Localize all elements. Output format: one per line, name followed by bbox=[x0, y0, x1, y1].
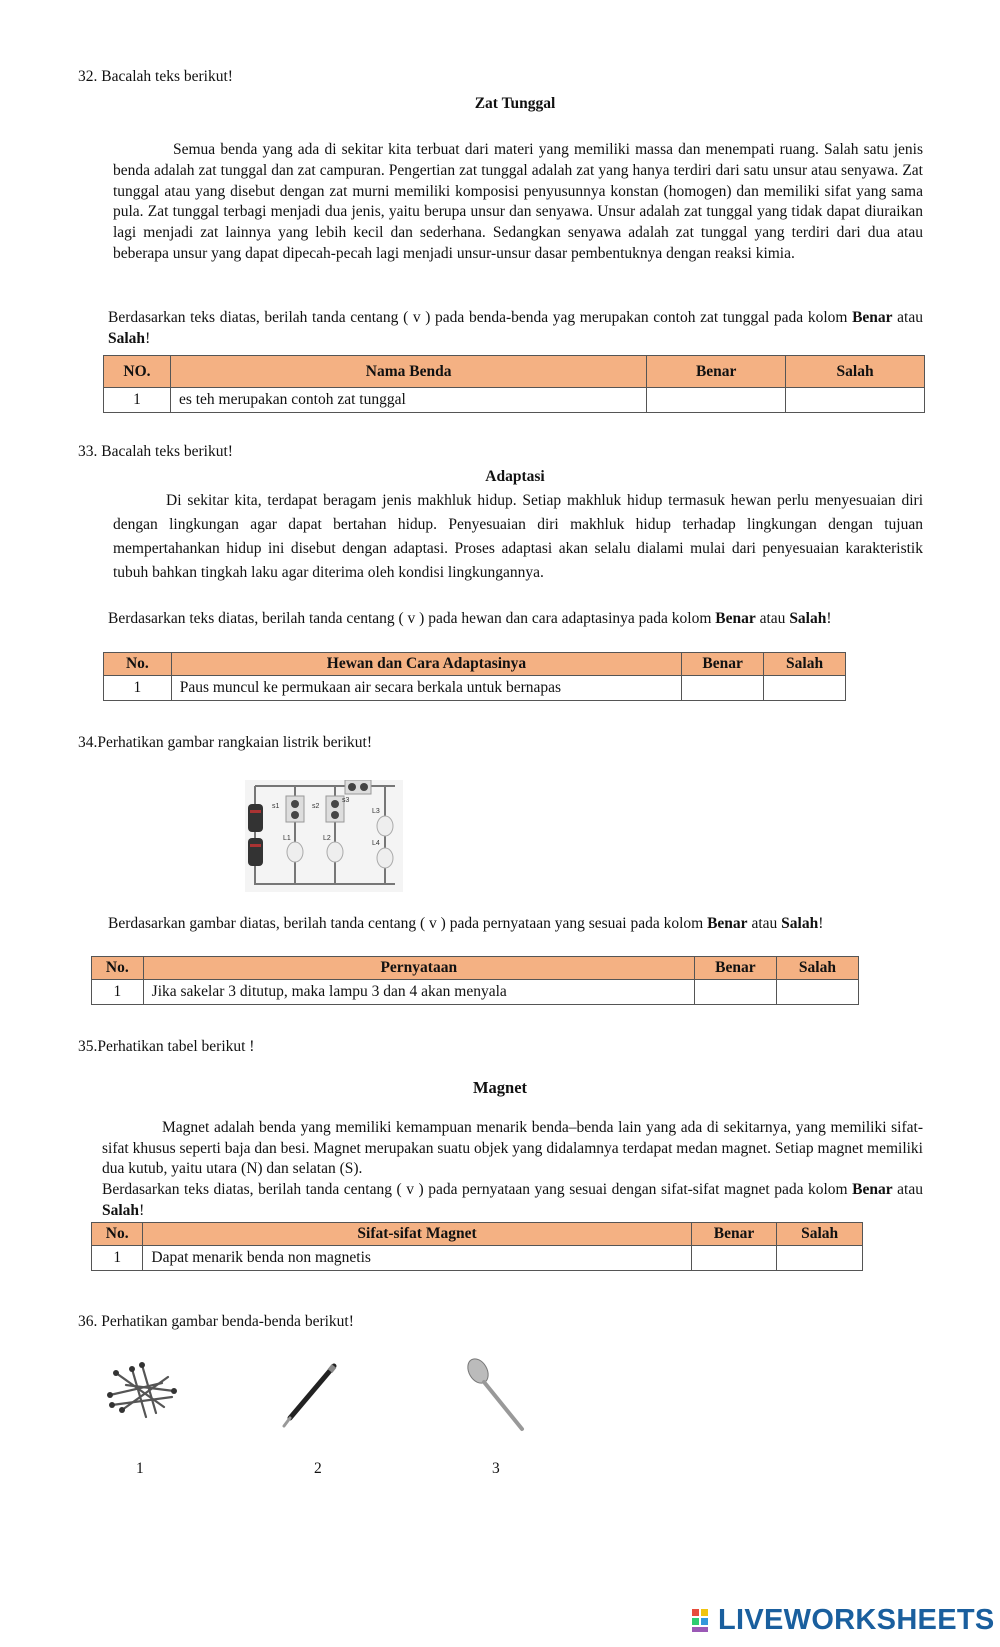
label-l3: L3 bbox=[372, 808, 380, 815]
table-header-row bbox=[92, 1223, 863, 1246]
col-item-header: Nama Benda bbox=[170, 356, 646, 388]
col-benar-header: Benar bbox=[691, 1223, 777, 1246]
table-row bbox=[104, 676, 846, 701]
object-label-1: 1 bbox=[136, 1460, 144, 1477]
q34-heading: 34.Perhatikan gambar rangkaian listrik berikut! bbox=[78, 734, 372, 751]
col-item-header: Pernyataan bbox=[143, 957, 694, 980]
col-benar-header: Benar bbox=[694, 957, 776, 980]
q34-table bbox=[91, 956, 859, 1005]
row-number: 1 bbox=[92, 980, 144, 1005]
col-benar-header: Benar bbox=[682, 653, 764, 676]
table-row bbox=[92, 1246, 863, 1271]
q32-table bbox=[103, 355, 925, 413]
salah-checkbox[interactable] bbox=[776, 980, 858, 1005]
table-header-row bbox=[92, 957, 859, 980]
salah-checkbox[interactable] bbox=[764, 676, 846, 701]
row-statement: es teh merupakan contoh zat tunggal bbox=[170, 388, 646, 413]
col-no-header: No. bbox=[92, 1223, 143, 1246]
table-header-row bbox=[104, 653, 846, 676]
q34-instruction: Berdasarkan gambar diatas, berilah tanda centang ( v ) pada pernyataan yang sesuai pada kolom Benar atau Salah! bbox=[108, 915, 824, 932]
logo-text: LIVEWORKSHEETS bbox=[718, 1603, 995, 1636]
circuit-figure bbox=[245, 780, 403, 892]
q33-paragraph: Di sekitar kita, terdapat beragam jenis makhluk hidup. Setiap makhluk hidup termasuk hewan perlu menyesuaian diri dengan lingkungan agar dapat bertahan hidup. Penyesuaian diri makhluk hidup terhadap lingkungan dengan tujuan mempertahankan hidup ini disebut dengan adaptasi. Proses adaptasi akan selalu dialami mulai dari penyesuaian karakteristik tubuh bahkan tingkah laku agar diterima oleh kondisi lingkungannya. bbox=[113, 492, 923, 581]
q35-heading: 35.Perhatikan tabel berikut ! bbox=[78, 1038, 255, 1055]
object-label-2: 2 bbox=[314, 1460, 322, 1477]
q32-heading: 32. Bacalah teks berikut! bbox=[78, 68, 233, 85]
col-salah-header: Salah bbox=[776, 957, 858, 980]
label-s3: s3 bbox=[342, 797, 350, 804]
col-no-header: No. bbox=[104, 653, 172, 676]
row-statement: Dapat menarik benda non magnetis bbox=[143, 1246, 691, 1271]
circuit-drawing bbox=[245, 780, 403, 892]
label-l4: L4 bbox=[372, 840, 380, 847]
benar-checkbox[interactable] bbox=[647, 388, 786, 413]
col-salah-header: Salah bbox=[764, 653, 846, 676]
q35-paragraph: Magnet adalah benda yang memiliki kemampuan menarik benda–benda lain yang ada di sekitarnya, yang memiliki sifat-sifat khusus seperti baja dan besi. Magnet merupakan suatu objek yang didalamnya terdapat medan magnet. Setiap magnet memiliki dua kutub, yaitu utara (N) dan selatan (S). bbox=[102, 1119, 923, 1177]
benar-checkbox[interactable] bbox=[694, 980, 776, 1005]
col-salah-header: Salah bbox=[786, 356, 925, 388]
nails-image bbox=[102, 1355, 182, 1425]
logo-icon bbox=[692, 1607, 718, 1633]
col-no-header: NO. bbox=[104, 356, 171, 388]
q33-title: Adaptasi bbox=[485, 468, 545, 485]
label-s2: s2 bbox=[312, 803, 320, 810]
salah-checkbox[interactable] bbox=[777, 1246, 863, 1271]
q32-instruction: Berdasarkan teks diatas, berilah tanda centang ( v ) pada benda-benda yag merupakan contoh zat tunggal pada kolom Benar atau Salah! bbox=[108, 309, 923, 347]
q32-paragraph: Semua benda yang ada di sekitar kita terbuat dari materi yang memiliki massa dan menempati ruang. Salah satu jenis benda adalah zat tunggal dan zat campuran. Pengertian zat tunggal adalah zat yang hanya terdiri dari satu unsur atau senyawa. Zat tunggal atau yang disebut dengan zat murni memiliki komposisi penyusunnya konstan (homogen) dan memiliki sifat yang sama pula. Zat tunggal terbagi menjadi dua jenis, yaitu berupa unsur dan senyawa. Unsur adalah zat tunggal yang tidak dapat diuraikan lagi menjadi zat lainnya yang lebih kecil dan sederhana. Sedangkan senyawa adalah zat tunggal yang terdiri dari dua atau beberapa unsur yang dapat dipecah-pecah lagi menjadi unsur-unsur dasar pembentuknya dengan reaksi kimia. bbox=[113, 141, 923, 262]
liveworksheets-logo bbox=[692, 1604, 995, 1636]
q35-instruction: Berdasarkan teks diatas, berilah tanda centang ( v ) pada pernyataan yang sesuai dengan sifat-sifat magnet pada kolom Benar atau Salah! bbox=[102, 1181, 923, 1219]
col-benar-header: Benar bbox=[647, 356, 786, 388]
col-item-header: Sifat-sifat Magnet bbox=[143, 1223, 691, 1246]
row-statement: Paus muncul ke permukaan air secara berkala untuk bernapas bbox=[171, 676, 682, 701]
label-s1: s1 bbox=[272, 803, 280, 810]
label-l1: L1 bbox=[283, 835, 291, 842]
benar-checkbox[interactable] bbox=[691, 1246, 777, 1271]
row-number: 1 bbox=[104, 388, 171, 413]
table-row bbox=[92, 980, 859, 1005]
pencil-image bbox=[280, 1360, 340, 1430]
col-item-header: Hewan dan Cara Adaptasinya bbox=[171, 653, 682, 676]
row-statement: Jika sakelar 3 ditutup, maka lampu 3 dan 4 akan menyala bbox=[143, 980, 694, 1005]
q35-table bbox=[91, 1222, 863, 1271]
q32-title: Zat Tunggal bbox=[474, 95, 556, 112]
row-number: 1 bbox=[104, 676, 172, 701]
col-no-header: No. bbox=[92, 957, 144, 980]
table-row bbox=[104, 388, 925, 413]
table-header-row bbox=[104, 356, 925, 388]
q35-title: Magnet bbox=[472, 1078, 528, 1097]
spoon-image bbox=[462, 1355, 532, 1435]
salah-checkbox[interactable] bbox=[786, 388, 925, 413]
q36-heading: 36. Perhatikan gambar benda-benda berikut! bbox=[78, 1313, 354, 1330]
q33-instruction: Berdasarkan teks diatas, berilah tanda centang ( v ) pada hewan dan cara adaptasinya pada kolom Benar atau Salah! bbox=[108, 610, 832, 627]
q33-heading: 33. Bacalah teks berikut! bbox=[78, 443, 233, 460]
object-label-3: 3 bbox=[492, 1460, 500, 1477]
row-number: 1 bbox=[92, 1246, 143, 1271]
benar-checkbox[interactable] bbox=[682, 676, 764, 701]
col-salah-header: Salah bbox=[777, 1223, 863, 1246]
q33-table bbox=[103, 652, 846, 701]
label-l2: L2 bbox=[323, 835, 331, 842]
